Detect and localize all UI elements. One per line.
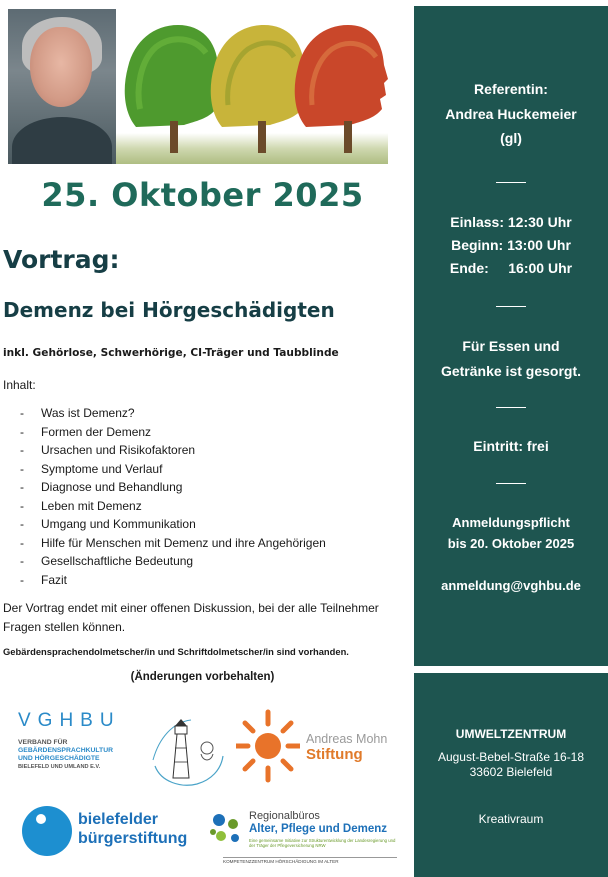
registration-email: anmeldung@vghbu.de	[441, 578, 581, 593]
entry-fee: Eintritt: frei	[473, 438, 549, 454]
admission-row	[414, 212, 608, 232]
buergerstiftung-logo	[22, 806, 202, 858]
speaker-name: Andrea Huckemeier	[445, 106, 577, 122]
event-title: Demenz bei Hörgeschädigten	[3, 298, 335, 322]
venue-panel	[414, 673, 608, 877]
start-row	[414, 235, 608, 255]
list-item: - Ursachen und Risikofaktoren	[20, 441, 326, 460]
venue-name: UMWELTZENTRUM	[455, 727, 567, 741]
divider	[496, 182, 526, 183]
regional-dots-icon	[207, 810, 245, 850]
speaker-label: Referentin:	[474, 81, 548, 97]
tree-heads-illustration	[116, 9, 388, 164]
list-item: - Hilfe für Menschen mit Demenz und ihre Angehörigen	[20, 534, 326, 553]
regionalbueros-logo	[207, 806, 397, 864]
venue-city: 33602 Bielefeld	[469, 765, 553, 779]
vghbu-logo	[18, 710, 146, 771]
list-item: - Formen der Demenz	[20, 423, 326, 442]
registration-line2: bis 20. Oktober 2025	[447, 536, 575, 551]
topic-list	[20, 404, 326, 589]
start-label: Beginn:	[451, 237, 504, 253]
interpreters-note: Gebärdensprachendolmetscher/in und Schriftdolmetscher/in sind vorhanden.	[3, 646, 349, 657]
catering-line1: Für Essen und	[462, 338, 560, 354]
list-item: - Umgang und Kommunikation	[20, 515, 326, 534]
admission-label: Einlass:	[450, 214, 504, 230]
regional-line1: Regionalbüros	[249, 810, 320, 822]
speaker-photo	[8, 9, 116, 164]
vghbu-line1: VERBAND FÜR	[18, 739, 68, 746]
regional-line2: Alter, Pflege und Demenz	[249, 823, 388, 835]
list-item: - Fazit	[20, 571, 326, 590]
vghbu-wordmark: VGHBU	[18, 710, 121, 731]
end-time: 16:00 Uhr	[508, 260, 573, 276]
mohn-stiftung-logo	[236, 708, 386, 788]
vghbu-line3: UND HÖRGESCHÄDIGTE	[18, 755, 100, 762]
vghbu-line2: GEBÄRDENSPRACHKULTUR	[18, 747, 114, 754]
buerger-line1: bielefelder	[78, 811, 159, 828]
event-subtitle: inkl. Gehörlose, Schwerhörige, CI-Träger und Taubblinde	[3, 347, 339, 359]
speaker-shoulders	[12, 117, 112, 164]
buergerstiftung-circle-icon	[22, 806, 72, 856]
regional-line3: Eine gemeinsame Initiative zur Strukturentwicklung der Landesregierung und der Träger der Pflegeversicherung NRW	[249, 838, 396, 848]
changes-note: (Änderungen vorbehalten)	[130, 671, 275, 683]
list-item: - Was ist Demenz?	[20, 404, 326, 423]
buerger-line2: bürgerstiftung	[78, 830, 188, 847]
end-row	[414, 258, 608, 278]
lighthouse-icon	[151, 708, 225, 790]
divider	[496, 407, 526, 408]
end-label: Ende:	[449, 260, 489, 276]
mohn-line1: Andreas Mohn	[306, 732, 388, 746]
start-time: 13:00 Uhr	[507, 237, 571, 253]
closing-text: Der Vortrag endet mit einer offenen Diskussion, bei der alle Teilnehmer Fragen stellen können.	[3, 601, 379, 634]
list-item: - Diagnose und Behandlung	[20, 478, 326, 497]
list-item: - Gesellschaftliche Bedeutung	[20, 552, 326, 571]
tree-heads-svg	[116, 9, 388, 164]
lighthouse-logo	[151, 708, 225, 790]
info-panel	[414, 6, 608, 666]
divider	[496, 483, 526, 484]
mohn-line2: Stiftung	[306, 746, 363, 763]
list-item: - Leben mit Demenz	[20, 497, 326, 516]
event-date: 25. Oktober 2025	[41, 176, 364, 214]
admission-time: 12:30 Uhr	[507, 214, 572, 230]
sun-icon	[236, 708, 300, 784]
venue-room: Kreativraum	[478, 812, 544, 826]
regional-line4: KOMPETENZZENTRUM HÖRSCHÄDIGUNG IM ALTER	[223, 857, 397, 864]
vghbu-line4: BIELEFELD UND UMLAND E.V.	[18, 764, 101, 770]
vghbu-tagline	[18, 739, 146, 771]
speaker-face	[30, 27, 92, 107]
event-type-label: Vortrag:	[3, 245, 120, 274]
list-item: - Symptome und Verlauf	[20, 460, 326, 479]
venue-street: August-Bebel-Straße 16-18	[437, 750, 585, 764]
divider	[496, 306, 526, 307]
contents-label: Inhalt:	[3, 378, 36, 392]
registration-line1: Anmeldungspflicht	[452, 515, 570, 530]
catering-line2: Getränke ist gesorgt.	[440, 363, 582, 379]
speaker-suffix: (gl)	[500, 130, 522, 146]
